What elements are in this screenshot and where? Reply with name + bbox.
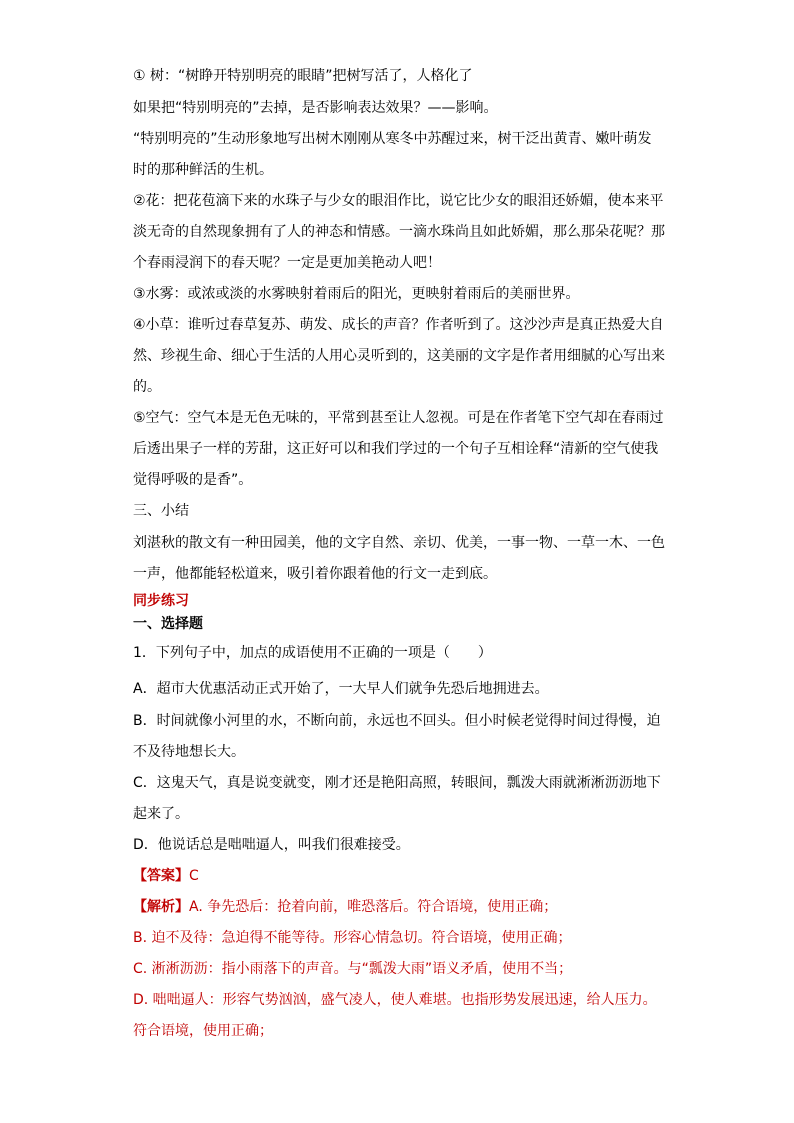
analysis-c: C. 淅淅沥沥：指小雨落下的声音。与“瓢泼大雨”语义矛盾，使用不当； xyxy=(133,961,573,977)
analysis-label: 【解析】 xyxy=(133,899,189,915)
air-line-3: 觉得呼吸的是香”。 xyxy=(133,472,253,488)
flower-line-3: 个春雨浸润下的春天呢？一定是更加美艳动人吧！ xyxy=(133,255,441,271)
tree-line-2: 如果把“特别明亮的”去掉，是否影响表达效果？——影响。 xyxy=(133,100,498,116)
answer-row xyxy=(133,866,673,886)
grass-line-2: 然、珍视生命、细心于生活的人用心灵听到的，这美丽的文字是作者用细腻的心写出来 xyxy=(133,348,665,364)
option-b-line-1: B．时间就像小河里的水，不断向前，永远也不回头。但小时候老觉得时间过得慢，迫 xyxy=(133,713,661,729)
tree-line-4: 时的那种鲜活的生机。 xyxy=(133,162,273,178)
mist-line-1: ③水雾：或浓或淡的水雾映射着雨后的阳光，更映射着雨后的美丽世界。 xyxy=(133,286,580,302)
grass-line-1: ④小草：谁听过春草复苏、萌发、成长的声音？作者听到了。这沙沙声是真正热爱大自 xyxy=(133,317,664,333)
grass-line-3: 的。 xyxy=(133,379,161,395)
option-c-line-2: 起来了。 xyxy=(133,806,189,822)
option-c-line-1: C．这鬼天气，真是说变就变，刚才还是艳阳高照，转眼间，瓢泼大雨就淅淅沥沥地下 xyxy=(133,775,661,791)
analysis-b: B. 迫不及待：急迫得不能等待。形容心情急切。符合语境，使用正确； xyxy=(133,930,572,946)
practice-heading: 同步练习 xyxy=(133,593,189,609)
analysis-a: A. 争先恐后：抢着向前，唯恐落后。符合语境，使用正确； xyxy=(189,899,558,915)
summary-line-2: 一声，他都能轻松道来，吸引着你跟着他的行文一走到底。 xyxy=(133,566,497,582)
option-b-line-2: 不及待地想长大。 xyxy=(133,744,245,760)
flower-line-2: 淡无奇的自然现象拥有了人的神态和情感。一滴水珠尚且如此娇媚，那么那朵花呢？那 xyxy=(133,224,665,240)
summary-line-1: 刘湛秋的散文有一种田园美，他的文字自然、亲切、优美，一事一物、一草一木、一色 xyxy=(133,535,665,551)
analysis-d-line-2: 符合语境，使用正确； xyxy=(133,1023,273,1039)
section-heading: 一、选择题 xyxy=(133,616,203,632)
analysis-row-a xyxy=(133,897,673,917)
option-d: D．他说话总是咄咄逼人，叫我们很难接受。 xyxy=(133,837,410,853)
summary-heading: 三、小结 xyxy=(133,503,189,519)
answer-value: C xyxy=(189,868,199,884)
option-a: A．超市大优惠活动正式开始了，一大早人们就争先恐后地拥进去。 xyxy=(133,681,549,697)
tree-line-3: “特别明亮的”生动形象地写出树木刚刚从寒冬中苏醒过来，树干泛出黄青、嫩叶萌发 xyxy=(133,131,652,147)
analysis-d-line-1: D. 咄咄逼人：形容气势汹汹，盛气凌人，使人难堪。也指形势发展迅速，给人压力。 xyxy=(133,992,657,1008)
answer-label: 【答案】 xyxy=(133,868,189,884)
question-1: 1．下列句子中，加点的成语使用不正确的一项是（ ） xyxy=(133,645,492,661)
tree-line-1: ① 树：“树睁开特别明亮的眼睛”把树写活了，人格化了 xyxy=(133,68,473,84)
air-line-1: ⑤空气：空气本是无色无味的，平常到甚至让人忽视。可是在作者笔下空气却在春雨过 xyxy=(133,410,664,426)
air-line-2: 后透出果子一样的芳甜，这正好可以和我们学过的一个句子互相诠释“清新的空气使我 xyxy=(133,441,659,457)
flower-line-1: ②花：把花苞滴下来的水珠子与少女的眼泪作比，说它比少女的眼泪还娇媚，使本来平 xyxy=(133,193,664,209)
